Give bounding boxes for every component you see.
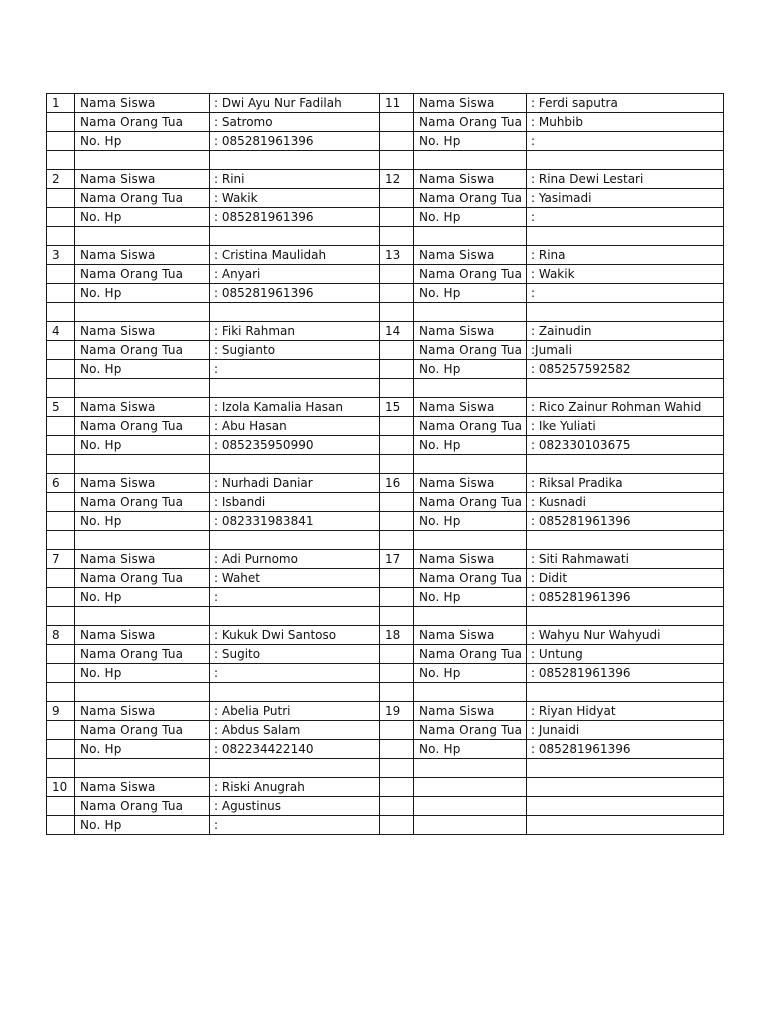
field-label: No. Hp <box>75 208 210 227</box>
field-label: Nama Orang Tua <box>75 189 210 208</box>
spacer-row <box>47 759 724 778</box>
spacer-row <box>47 531 724 550</box>
table-row <box>47 626 724 645</box>
parent-name-value: : Sugito <box>210 645 380 664</box>
empty-cell <box>380 189 414 208</box>
phone-number-value: : 082331983841 <box>210 512 380 531</box>
empty-cell <box>210 759 380 778</box>
empty-cell <box>527 303 724 322</box>
empty-cell <box>75 683 210 702</box>
field-label: No. Hp <box>414 512 527 531</box>
phone-number-value: : 082234422140 <box>210 740 380 759</box>
empty-cell <box>380 721 414 740</box>
field-label: Nama Siswa <box>414 626 527 645</box>
empty-cell <box>47 360 75 379</box>
empty-cell <box>380 284 414 303</box>
table-row <box>47 341 724 360</box>
empty-cell <box>47 417 75 436</box>
field-label: Nama Orang Tua <box>75 721 210 740</box>
table-row <box>47 645 724 664</box>
student-contact-table <box>46 93 724 835</box>
empty-cell <box>380 379 414 398</box>
parent-name-value: : Anyari <box>210 265 380 284</box>
empty-cell <box>47 683 75 702</box>
phone-number-value: : 085257592582 <box>527 360 724 379</box>
parent-name-value: : Abu Hasan <box>210 417 380 436</box>
table-row <box>47 132 724 151</box>
student-name-value: : Wahyu Nur Wahyudi <box>527 626 724 645</box>
spacer-row <box>47 379 724 398</box>
empty-cell <box>210 379 380 398</box>
field-label: No. Hp <box>414 284 527 303</box>
spacer-row <box>47 303 724 322</box>
empty-cell <box>47 227 75 246</box>
empty-cell <box>414 227 527 246</box>
table-row <box>47 797 724 816</box>
parent-name-value: : Wahet <box>210 569 380 588</box>
phone-number-value: : 085235950990 <box>210 436 380 455</box>
empty-cell <box>47 740 75 759</box>
empty-cell <box>380 208 414 227</box>
empty-cell <box>414 379 527 398</box>
empty-cell <box>380 569 414 588</box>
parent-name-value: : Untung <box>527 645 724 664</box>
phone-number-value: : 085281961396 <box>527 664 724 683</box>
field-label: Nama Siswa <box>75 94 210 113</box>
student-name-value: : Riksal Pradika <box>527 474 724 493</box>
table-row <box>47 284 724 303</box>
empty-cell <box>210 531 380 550</box>
empty-cell <box>47 132 75 151</box>
empty-cell <box>47 664 75 683</box>
table-row <box>47 246 724 265</box>
phone-number-value: : <box>210 360 380 379</box>
empty-cell <box>47 493 75 512</box>
field-label: Nama Orang Tua <box>414 569 527 588</box>
empty-cell <box>210 227 380 246</box>
spacer-row <box>47 151 724 170</box>
empty-cell <box>380 455 414 474</box>
field-label: No. Hp <box>414 208 527 227</box>
empty-cell <box>414 607 527 626</box>
parent-name-value: : Satromo <box>210 113 380 132</box>
parent-name-value: :Jumali <box>527 341 724 360</box>
empty-cell <box>47 303 75 322</box>
field-label: Nama Orang Tua <box>414 265 527 284</box>
field-label: Nama Siswa <box>75 246 210 265</box>
spacer-row <box>47 607 724 626</box>
field-label: No. Hp <box>414 740 527 759</box>
empty-cell <box>527 778 724 797</box>
student-name-value: : Rina Dewi Lestari <box>527 170 724 189</box>
empty-cell <box>527 151 724 170</box>
field-label: No. Hp <box>414 436 527 455</box>
empty-cell <box>380 113 414 132</box>
phone-number-value: : <box>210 588 380 607</box>
empty-cell <box>47 284 75 303</box>
phone-number-value: : 085281961396 <box>210 284 380 303</box>
empty-cell <box>380 759 414 778</box>
phone-number-value: : <box>527 132 724 151</box>
table-row <box>47 170 724 189</box>
entry-number: 17 <box>380 550 414 569</box>
empty-cell <box>380 227 414 246</box>
empty-cell <box>47 265 75 284</box>
student-name-value: : Siti Rahmawati <box>527 550 724 569</box>
parent-name-value: : Sugianto <box>210 341 380 360</box>
empty-cell <box>380 607 414 626</box>
empty-cell <box>380 797 414 816</box>
empty-cell <box>210 151 380 170</box>
empty-cell <box>75 531 210 550</box>
empty-cell <box>380 436 414 455</box>
spacer-row <box>47 455 724 474</box>
table-row <box>47 189 724 208</box>
empty-cell <box>414 151 527 170</box>
empty-cell <box>47 569 75 588</box>
phone-number-value: : 085281961396 <box>527 740 724 759</box>
field-label: No. Hp <box>414 360 527 379</box>
parent-name-value: : Muhbib <box>527 113 724 132</box>
entry-number: 12 <box>380 170 414 189</box>
empty-cell <box>414 455 527 474</box>
table-row <box>47 493 724 512</box>
table-row <box>47 721 724 740</box>
table-row <box>47 94 724 113</box>
field-label: No. Hp <box>414 132 527 151</box>
student-name-value: : Abelia Putri <box>210 702 380 721</box>
empty-cell <box>47 797 75 816</box>
field-label: No. Hp <box>75 132 210 151</box>
field-label: Nama Siswa <box>414 398 527 417</box>
student-name-value: : Rini <box>210 170 380 189</box>
phone-number-value: : 085281961396 <box>527 512 724 531</box>
student-name-value: : Rico Zainur Rohman Wahid <box>527 398 724 417</box>
field-label: Nama Siswa <box>75 550 210 569</box>
field-label: No. Hp <box>75 284 210 303</box>
empty-cell <box>47 379 75 398</box>
student-name-value: : Adi Purnomo <box>210 550 380 569</box>
parent-name-value: : Kusnadi <box>527 493 724 512</box>
entry-number: 1 <box>47 94 75 113</box>
field-label: Nama Siswa <box>414 170 527 189</box>
parent-name-value: : Agustinus <box>210 797 380 816</box>
entry-number: 6 <box>47 474 75 493</box>
field-label: Nama Siswa <box>414 94 527 113</box>
field-label: Nama Orang Tua <box>414 417 527 436</box>
field-label: Nama Siswa <box>414 702 527 721</box>
field-label: No. Hp <box>75 664 210 683</box>
phone-number-value: : <box>210 664 380 683</box>
empty-cell <box>414 531 527 550</box>
parent-name-value: : Didit <box>527 569 724 588</box>
field-label: No. Hp <box>75 740 210 759</box>
table-row <box>47 360 724 379</box>
entry-number: 8 <box>47 626 75 645</box>
empty-cell <box>380 265 414 284</box>
field-label: No. Hp <box>75 512 210 531</box>
field-label: Nama Orang Tua <box>75 493 210 512</box>
empty-cell <box>47 645 75 664</box>
field-label: No. Hp <box>75 588 210 607</box>
field-label: Nama Siswa <box>414 246 527 265</box>
empty-cell <box>414 303 527 322</box>
phone-number-value: : 085281961396 <box>210 208 380 227</box>
parent-name-value: : Junaidi <box>527 721 724 740</box>
empty-cell <box>380 664 414 683</box>
entry-number: 2 <box>47 170 75 189</box>
student-name-value: : Fiki Rahman <box>210 322 380 341</box>
empty-cell <box>47 436 75 455</box>
parent-name-value: : Abdus Salam <box>210 721 380 740</box>
empty-cell <box>47 588 75 607</box>
entry-number: 7 <box>47 550 75 569</box>
student-name-value: : Kukuk Dwi Santoso <box>210 626 380 645</box>
empty-cell <box>380 588 414 607</box>
field-label: Nama Siswa <box>75 398 210 417</box>
empty-cell <box>210 303 380 322</box>
table-row <box>47 113 724 132</box>
empty-cell <box>75 379 210 398</box>
table-row <box>47 778 724 797</box>
empty-cell <box>380 341 414 360</box>
field-label: Nama Siswa <box>75 170 210 189</box>
parent-name-value: : Wakik <box>527 265 724 284</box>
empty-cell <box>75 607 210 626</box>
parent-name-value: : Ike Yuliati <box>527 417 724 436</box>
empty-cell <box>527 531 724 550</box>
student-name-value: : Dwi Ayu Nur Fadilah <box>210 94 380 113</box>
field-label: Nama Siswa <box>414 474 527 493</box>
empty-cell <box>414 759 527 778</box>
field-label: Nama Siswa <box>75 702 210 721</box>
field-label: No. Hp <box>414 664 527 683</box>
empty-cell <box>75 455 210 474</box>
entry-number: 4 <box>47 322 75 341</box>
empty-cell <box>47 208 75 227</box>
field-label: Nama Siswa <box>75 322 210 341</box>
entry-number: 9 <box>47 702 75 721</box>
field-label: Nama Orang Tua <box>75 645 210 664</box>
entry-number: 14 <box>380 322 414 341</box>
table-row <box>47 398 724 417</box>
table-row <box>47 816 724 835</box>
parent-name-value: : Isbandi <box>210 493 380 512</box>
empty-cell <box>414 778 527 797</box>
empty-cell <box>47 455 75 474</box>
empty-cell <box>527 759 724 778</box>
empty-cell <box>527 683 724 702</box>
table-row <box>47 702 724 721</box>
spacer-row <box>47 227 724 246</box>
field-label: Nama Orang Tua <box>414 189 527 208</box>
empty-cell <box>75 303 210 322</box>
empty-cell <box>380 645 414 664</box>
empty-cell <box>47 759 75 778</box>
field-label: Nama Orang Tua <box>75 797 210 816</box>
student-name-value: : Zainudin <box>527 322 724 341</box>
phone-number-value: : 085281961396 <box>210 132 380 151</box>
table-row <box>47 322 724 341</box>
field-label: Nama Orang Tua <box>75 113 210 132</box>
entry-number: 13 <box>380 246 414 265</box>
field-label: Nama Orang Tua <box>75 341 210 360</box>
field-label: Nama Orang Tua <box>414 645 527 664</box>
empty-cell <box>75 151 210 170</box>
table-row <box>47 208 724 227</box>
table-row <box>47 664 724 683</box>
student-name-value: : Ferdi saputra <box>527 94 724 113</box>
field-label: Nama Orang Tua <box>414 113 527 132</box>
empty-cell <box>380 151 414 170</box>
empty-cell <box>527 816 724 835</box>
empty-cell <box>210 455 380 474</box>
parent-name-value: : Wakik <box>210 189 380 208</box>
empty-cell <box>380 303 414 322</box>
empty-cell <box>47 607 75 626</box>
empty-cell <box>380 417 414 436</box>
student-name-value: : Riski Anugrah <box>210 778 380 797</box>
spacer-row <box>47 683 724 702</box>
empty-cell <box>380 531 414 550</box>
student-name-value: : Riyan Hidyat <box>527 702 724 721</box>
table-row <box>47 740 724 759</box>
empty-cell <box>527 379 724 398</box>
empty-cell <box>380 683 414 702</box>
student-name-value: : Izola Kamalia Hasan <box>210 398 380 417</box>
empty-cell <box>47 151 75 170</box>
empty-cell <box>380 493 414 512</box>
empty-cell <box>380 816 414 835</box>
empty-cell <box>380 360 414 379</box>
student-name-value: : Nurhadi Daniar <box>210 474 380 493</box>
phone-number-value: : <box>527 284 724 303</box>
student-name-value: : Cristina Maulidah <box>210 246 380 265</box>
empty-cell <box>47 341 75 360</box>
field-label: Nama Orang Tua <box>75 417 210 436</box>
entry-number: 5 <box>47 398 75 417</box>
empty-cell <box>527 227 724 246</box>
entry-number: 19 <box>380 702 414 721</box>
empty-cell <box>75 227 210 246</box>
table-row <box>47 436 724 455</box>
empty-cell <box>414 816 527 835</box>
empty-cell <box>47 189 75 208</box>
entry-number: 18 <box>380 626 414 645</box>
empty-cell <box>47 531 75 550</box>
empty-cell <box>380 132 414 151</box>
phone-number-value: : <box>527 208 724 227</box>
field-label: Nama Siswa <box>75 778 210 797</box>
table-row <box>47 512 724 531</box>
empty-cell <box>210 607 380 626</box>
phone-number-value: : 085281961396 <box>527 588 724 607</box>
empty-cell <box>47 113 75 132</box>
phone-number-value: : <box>210 816 380 835</box>
empty-cell <box>47 512 75 531</box>
field-label: Nama Siswa <box>414 550 527 569</box>
empty-cell <box>47 816 75 835</box>
parent-name-value: : Yasimadi <box>527 189 724 208</box>
phone-number-value: : 082330103675 <box>527 436 724 455</box>
field-label: No. Hp <box>414 588 527 607</box>
field-label: Nama Siswa <box>414 322 527 341</box>
empty-cell <box>380 740 414 759</box>
table-row <box>47 417 724 436</box>
student-name-value: : Rina <box>527 246 724 265</box>
table-row <box>47 569 724 588</box>
field-label: No. Hp <box>75 436 210 455</box>
field-label: Nama Orang Tua <box>414 721 527 740</box>
empty-cell <box>527 455 724 474</box>
empty-cell <box>380 512 414 531</box>
empty-cell <box>210 683 380 702</box>
empty-cell <box>527 607 724 626</box>
field-label: Nama Siswa <box>75 474 210 493</box>
empty-cell <box>414 683 527 702</box>
field-label: No. Hp <box>75 360 210 379</box>
table-row <box>47 588 724 607</box>
empty-cell <box>414 797 527 816</box>
entry-number: 3 <box>47 246 75 265</box>
field-label: Nama Orang Tua <box>414 341 527 360</box>
table-row <box>47 474 724 493</box>
empty-cell <box>380 778 414 797</box>
field-label: No. Hp <box>75 816 210 835</box>
field-label: Nama Orang Tua <box>75 265 210 284</box>
field-label: Nama Siswa <box>75 626 210 645</box>
empty-cell <box>47 721 75 740</box>
field-label: Nama Orang Tua <box>414 493 527 512</box>
table-row <box>47 265 724 284</box>
entry-number: 15 <box>380 398 414 417</box>
table-row <box>47 550 724 569</box>
field-label: Nama Orang Tua <box>75 569 210 588</box>
entry-number: 16 <box>380 474 414 493</box>
empty-cell <box>527 797 724 816</box>
entry-number: 11 <box>380 94 414 113</box>
entry-number: 10 <box>47 778 75 797</box>
empty-cell <box>75 759 210 778</box>
